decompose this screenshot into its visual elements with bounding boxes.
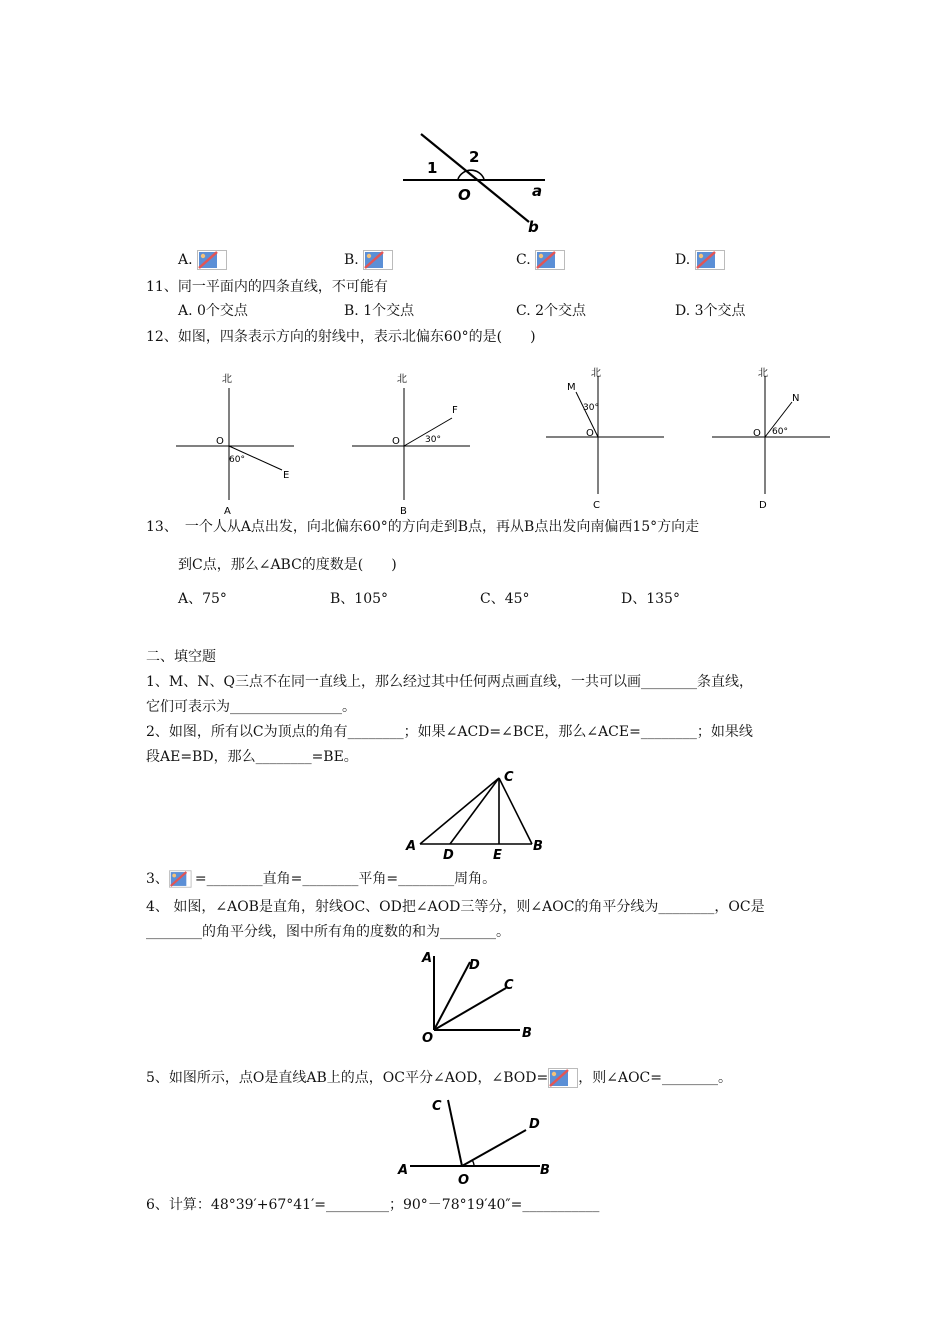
svg-text:O: O <box>586 428 594 439</box>
q13-option-d[interactable]: D、135° <box>621 591 680 607</box>
svg-text:O: O <box>422 1031 434 1046</box>
f1-line-2: 它们可表示为________________。 <box>146 699 356 715</box>
svg-text:A: A <box>406 839 417 854</box>
q12-figure-d <box>708 364 836 514</box>
svg-text:B: B <box>533 839 543 854</box>
svg-text:B: B <box>540 1163 550 1178</box>
svg-text:北: 北 <box>758 368 768 379</box>
svg-text:D: D <box>759 500 767 511</box>
svg-text:C: C <box>504 978 514 993</box>
line-a-label: a <box>532 182 543 200</box>
section-title-fill-in: 二、填空题 <box>146 649 216 665</box>
q12-stem: 12、如图，四条表示方向的射线中，表示北偏东60°的是( ) <box>146 329 536 345</box>
broken-image-icon <box>695 250 725 270</box>
svg-text:30°: 30° <box>425 435 441 445</box>
broken-image-icon <box>535 250 565 270</box>
svg-text:A: A <box>398 1163 409 1178</box>
svg-text:O: O <box>458 1173 470 1188</box>
f5-angle-figure <box>396 1094 556 1188</box>
q13-option-b[interactable]: B、105° <box>330 591 389 607</box>
svg-text:北: 北 <box>397 374 407 385</box>
svg-text:O: O <box>753 428 761 439</box>
q13-line-1: 13、 一个人从A点出发，向北偏东60°的方向走到B点，再从B点出发向南偏西15°方向走 <box>146 519 700 535</box>
f3-line: 3、 =________直角=________平角=________周角。 <box>146 871 497 887</box>
f2-line-1: 2、如图，所有以C为顶点的角有________；如果∠ACD=∠BCE，那么∠ACE=________；如果线 <box>146 724 753 740</box>
svg-text:F: F <box>452 405 458 416</box>
q10-option-a[interactable]: A. <box>178 250 227 270</box>
svg-text:C: C <box>504 770 514 785</box>
svg-text:D: D <box>443 848 454 863</box>
line-b-label: b <box>528 218 539 236</box>
svg-text:60°: 60° <box>229 455 245 465</box>
q13-option-c[interactable]: C、45° <box>480 591 530 607</box>
svg-text:A: A <box>224 506 231 517</box>
f2-triangle-figure <box>400 766 550 862</box>
angle-2-label: 2 <box>469 148 480 166</box>
svg-text:N: N <box>792 393 800 404</box>
svg-text:C: C <box>593 500 600 511</box>
q12-figure-b <box>348 368 476 518</box>
q12-figure-a <box>172 368 300 518</box>
f5-line: 5、如图所示，点O是直线AB上的点，OC平分∠AOD，∠BOD= ，则∠AOC=________。 <box>146 1070 732 1086</box>
angle-1-label: 1 <box>427 159 438 177</box>
q10-option-d[interactable]: D. <box>675 250 725 270</box>
svg-text:D: D <box>469 958 480 973</box>
broken-image-icon <box>197 250 227 270</box>
svg-text:B: B <box>522 1026 532 1041</box>
f4-line-1: 4、 如图，∠AOB是直角，射线OC、OD把∠AOD三等分，则∠AOC的角平分线为________，OC是 <box>146 899 765 915</box>
q12-figure-c <box>542 364 670 514</box>
q11-option-a[interactable]: A. 0个交点 <box>178 303 248 319</box>
q13-option-a[interactable]: A、75° <box>178 591 227 607</box>
q10-figure <box>395 128 565 240</box>
svg-text:C: C <box>432 1099 442 1114</box>
q13-line-2: 到C点，那么∠ABC的度数是( ) <box>178 557 397 573</box>
svg-text:M: M <box>567 382 576 393</box>
point-o-label: O <box>458 186 471 204</box>
f6-line: 6、计算：48°39′+67°41′=_________；90°－78°19′40″=___________ <box>146 1197 600 1213</box>
svg-text:60°: 60° <box>772 427 788 437</box>
svg-text:E: E <box>283 470 290 481</box>
q11-option-b[interactable]: B. 1个交点 <box>344 303 415 319</box>
f1-line-1: 1、M、N、Q三点不在同一直线上，那么经过其中任何两点画直线，一共可以画________条直线， <box>146 674 753 690</box>
svg-text:30°: 30° <box>583 403 599 413</box>
f4-line-2: ________的角平分线，图中所有角的度数的和为________。 <box>146 924 510 940</box>
f2-line-2: 段AE=BD，那么________=BE。 <box>146 749 358 765</box>
svg-text:E: E <box>493 848 502 863</box>
svg-text:A: A <box>422 951 433 966</box>
q10-option-c[interactable]: C. <box>516 250 565 270</box>
q11-option-c[interactable]: C. 2个交点 <box>516 303 587 319</box>
broken-image-icon <box>363 250 393 270</box>
svg-text:O: O <box>216 436 224 447</box>
svg-text:B: B <box>400 506 407 517</box>
q11-option-d[interactable]: D. 3个交点 <box>675 303 746 319</box>
q11-stem: 11、同一平面内的四条直线，不可能有 <box>146 279 388 295</box>
q10-option-b[interactable]: B. <box>344 250 393 270</box>
svg-text:北: 北 <box>591 368 601 379</box>
svg-text:D: D <box>529 1117 540 1132</box>
f4-angle-figure <box>418 946 540 1046</box>
broken-image-icon <box>169 869 195 889</box>
broken-image-icon <box>548 1068 578 1088</box>
svg-text:北: 北 <box>222 374 232 385</box>
svg-text:O: O <box>392 436 400 447</box>
